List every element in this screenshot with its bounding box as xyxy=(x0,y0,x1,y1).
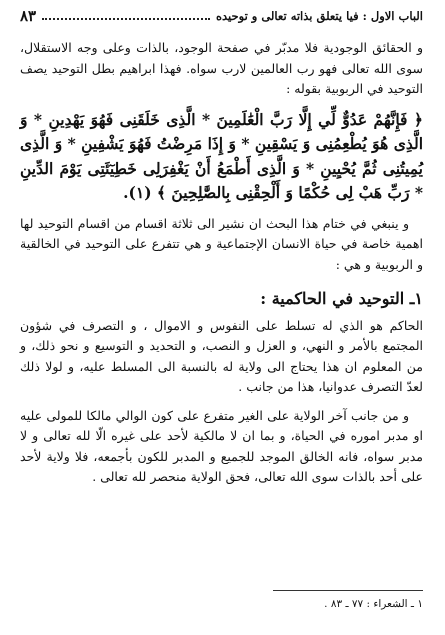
paragraph-intro: و الحقائق الوجودية فلا مدبّر في صفحة الوجود، بالذات وعلى وجه الاستقلال، سوى الله تعالى فهو رب العالمين لارب سواه. فهذا ابراهيم بطل التوحيد يصف التوحيد في الربوبية بقوله : xyxy=(20,40,423,96)
footnote: ١ ـ الشعراء : ٧٧ ـ ٨٣ . xyxy=(324,598,423,610)
paragraph-ruler-definition: الحاكم هو الذي له تسلط على النفوس و الاموال ، و التصرف في شؤون المجتمع بالأمر و النهي، و العزل و النصب، و التحديد و التوسيع و نحو ذلك، و من المعلوم ان هذا يحتاج الى ولاية له بالنسبة الى المسلط عليه، و لولا ذلك لعدّ التصرف عدوانيا، هذا من جانب . xyxy=(20,317,423,394)
chapter-title: الباب الاول : فيا يتعلق بذاته تعالى و توحيده xyxy=(216,9,423,23)
running-header xyxy=(20,6,423,26)
footnote-divider xyxy=(273,590,423,591)
page-number: ٨٣ xyxy=(20,7,37,25)
paragraph-guardianship: و من جانب آخر الولاية على الغير متفرع على كون الوالي مالكا للمولى عليه او مدبر اموره في الحياة، و بما ان لا مالكية لأحد على غيره الّا لله تعالى و لا مدبر سواه، فانه الخالق الموجد للجميع و المدبر للكون بأجمعه، فلا ولاية لأحد على أحد بالذات سوى الله تعالى، فحق الولاية منحصر لله تعالى . xyxy=(20,407,423,484)
dotted-leader xyxy=(42,18,210,20)
section-heading: ١ـ التوحيد في الحاكمية : xyxy=(260,289,423,308)
paragraph-conclusion: و ينبغي في ختام هذا البحث ان نشير الى ثلاثة اقسام من اقسام التوحيد لها اهمية خاصة في حياة الانسان الإجتماعية و هي تتفرع على التوحيد في الخالقية و الربوبية و هي : xyxy=(20,215,423,272)
quran-verse: ﴿ فَإِنَّهُمْ عَدُوٌّ لِّي إِلَّا رَبَّ الْعَٰلَمِينَ * الَّذِى خَلَقَنِى فَهُوَ يَهْدِينِ * وَ الَّذِى هُوَ يُطْعِمُنِى وَ يَسْقِينِ * وَ إِذَا مَرِضْتُ فَهُوَ يَشْفِينِ * وَ الَّذِى يُمِيتُنِى ثُمَّ يُحْيِينِ * وَ الَّذِى أَطْمَعُ أَنْ يَغْفِرَلِى خَطِيٓئَتِى يَوْمَ الدِّينِ * رَبِّ هَبْ لِى حُكْمًا وَ أَلْحِقْنِى بِالصَّٰلِحِينَ ﴾ (١). xyxy=(20,109,423,202)
page-body xyxy=(20,38,423,488)
